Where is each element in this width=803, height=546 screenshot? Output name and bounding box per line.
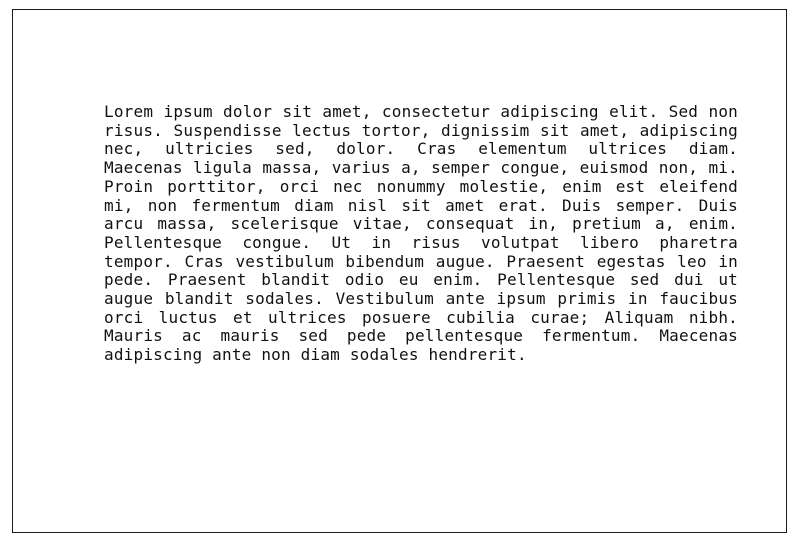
body-paragraph: Lorem ipsum dolor sit amet, consectetur adipiscing elit. Sed non risus. Suspendisse lectus tortor, dignissim sit amet, adipiscing nec, ultricies sed, dolor. Cras elementum ultrices diam. Maecenas ligula massa, varius a, semper congue, euismod non, mi. Proin porttitor, orci nec nonummy molestie, enim est eleifend mi, non fermentum diam nisl sit amet erat. Duis semper. Duis arcu massa, scelerisque vitae, consequat in, pretium a, enim. Pellentesque congue. Ut in risus volutpat libero pharetra tempor. Cras vestibulum bibendum augue. Praesent egestas leo in pede. Praesent blandit odio eu enim. Pellentesque sed dui ut augue blandit sodales. Vestibulum ante ipsum primis in faucibus orci luctus et ultrices posuere cubilia curae; Aliquam nibh. Mauris ac mauris sed pede pellentesque fermentum. Maecenas adipiscing ante non diam sodales hendrerit. xyxy=(104,102,738,365)
page-frame xyxy=(12,9,787,533)
